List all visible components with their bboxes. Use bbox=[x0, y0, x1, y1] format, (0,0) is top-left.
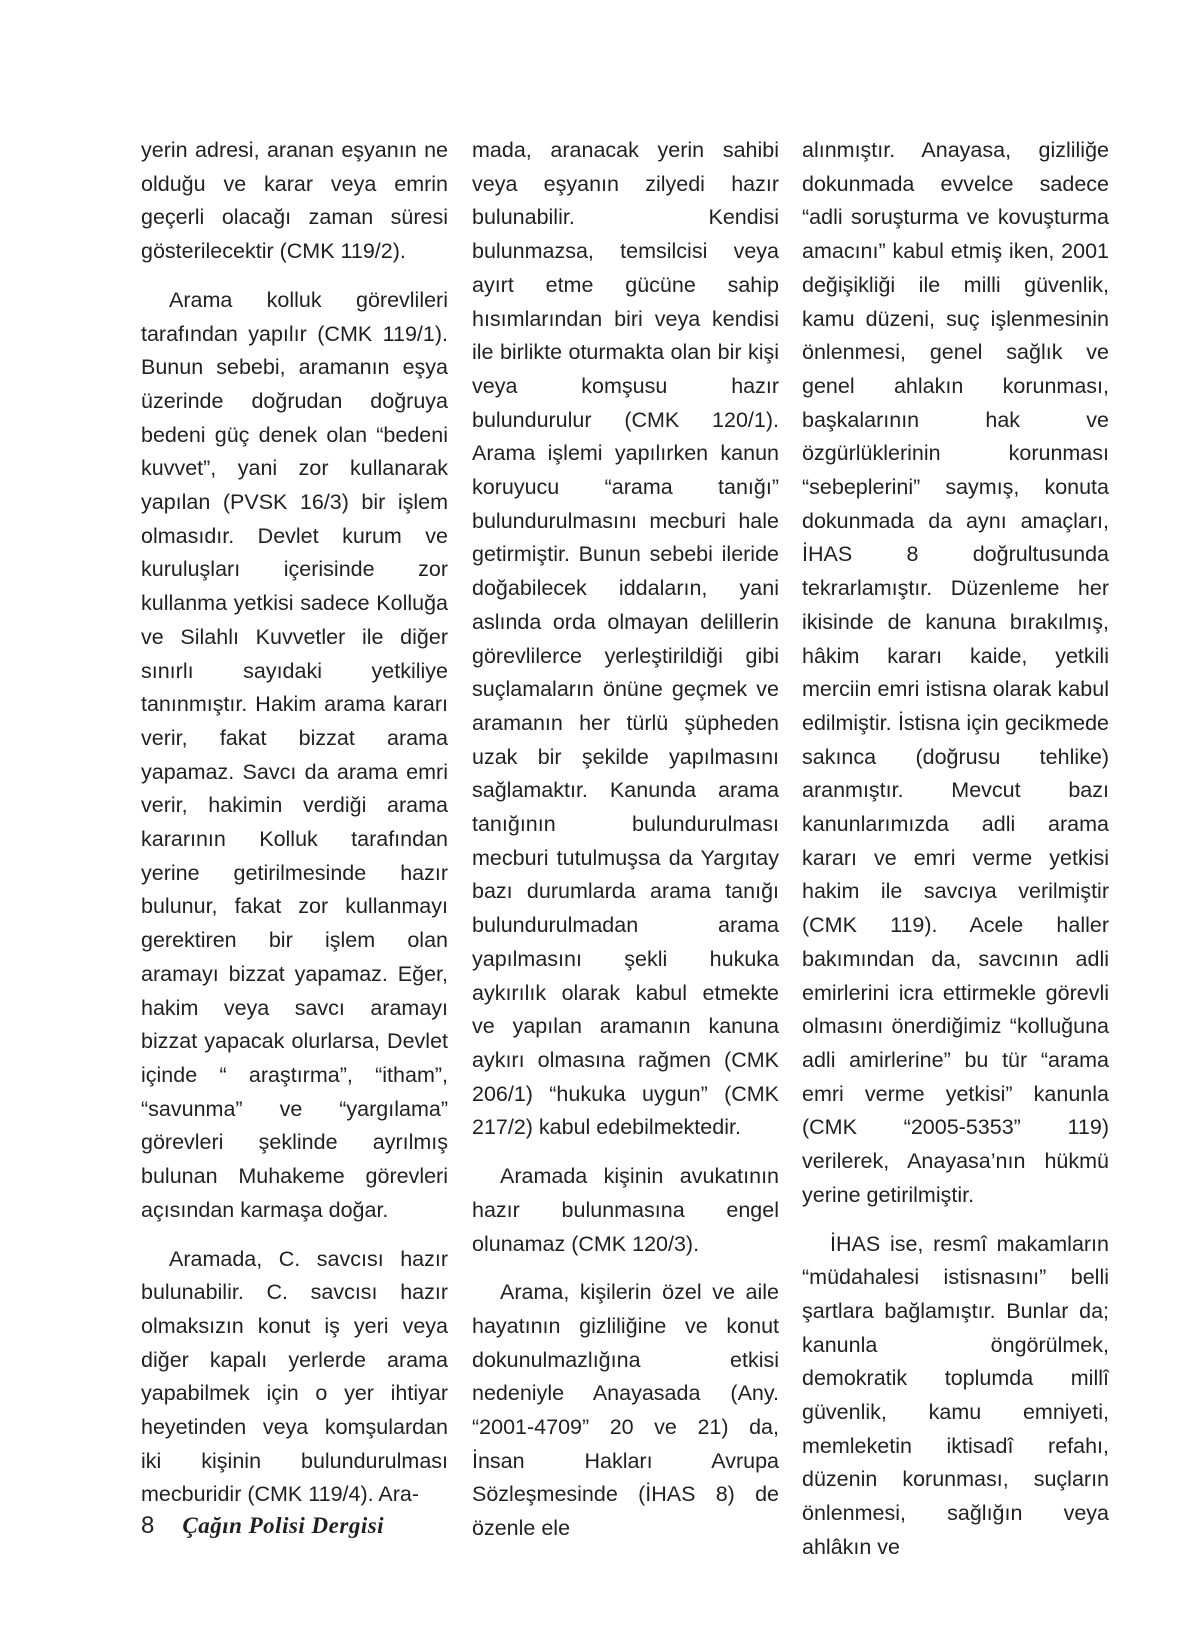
paragraph: Aramada kişinin avukatının hazır bulunmasına engel olunamaz (CMK 120/3). bbox=[472, 1164, 779, 1256]
paragraph: yerin adresi, aranan eşyanın ne olduğu ve karar veya emrin geçerli olacağı zaman süresi gösterilecektir (CMK 119/2). bbox=[141, 138, 448, 264]
text-column-1 bbox=[141, 134, 448, 1512]
paragraph: İHAS ise, resmî makamların “müdahalesi istisnasını” belli şartlara bağlamıştır. Bunlar da; kanunla öngörülmek, demokratik toplumda millî güvenlik, kamu emniyeti, memleketin iktisadî refahı, düzenin korunması, suçların önlenmesi, sağlığın veya ahlâkın ve bbox=[802, 1231, 1109, 1559]
paragraph: Arama, kişilerin özel ve aile hayatının gizliliğine ve konut dokunulmazlığına etkisi nedeniyle Anayasada (Any. “2001-4709” 20 ve 21) da, İnsan Hakları Avrupa Sözleşmesinde (İHAS 8) de özenle ele bbox=[472, 1280, 779, 1541]
paragraph: Aramada, C. savcısı hazır bulunabilir. C. savcısı hazır olmaksızın konut iş yeri veya diğer kapalı yerlerde arama yapabilmek için o yer ihtiyar heyetinden veya komşulardan iki kişinin bulundurulması mecburidir (CMK 119/4). Ara- bbox=[141, 1246, 448, 1507]
text-column-2 bbox=[472, 134, 779, 1546]
paragraph: Arama kolluk görevlileri tarafından yapılır (CMK 119/1). Bunun sebebi, aramanın eşya üzerinde doğrudan doğruya bedeni güç denek olan “bedeni kuvvet”, yani zor kullanarak yapılan (PVSK 16/3) bir işlem olmasıdır. Devlet kurum ve kuruluşları içerisinde zor kullanma yetkisi sadece Kolluğa ve Silahlı Kuvvetler ile diğer sınırlı sayıdaki yetkiliye tanınmıştır. Hakim arama kararı verir, fakat bizzat arama yapamaz. Savcı da arama emri verir, hakimin verdiği arama kararının Kolluk tarafından yerine getirilmesinde hazır bulunur, fakat zor kullanmayı gerektiren bir işlem olan aramayı bizzat yapamaz. Eğer, hakim veya savcı aramayı bizzat yapacak olurlarsa, Devlet içinde “ araştırma”, “itham”, “savunma” ve “yargılama” görevleri şeklinde ayrılmış bulunan Muhakeme görevleri açısından karmaşa doğar. bbox=[141, 287, 448, 1222]
paragraph: alınmıştır. Anayasa, gizliliğe dokunmada evvelce sadece “adli soruşturma ve kovuşturma amacını” kabul etmiş iken, 2001 değişikliği ile milli güvenlik, kamu düzeni, suç işlenmesinin önlenmesi, genel sağlık ve genel ahlakın korunması, başkalarının hak ve özgürlüklerinin korunması “sebeplerini” saymış, konuta dokunmada da aynı amaçları, İHAS 8 doğrultusunda tekrarlamıştır. Düzenleme her ikisinde de kanuna bırakılmış, hâkim kararı kaide, yetkili merciin emri istisna olarak kabul edilmiştir. İstisna için gecikmede sakınca (doğrusu tehlike) aranmıştır. Mevcut bazı kanunlarımızda adli arama kararı ve emri verme yetkisi hakim ile savcıya verilmiştir (CMK 119). Acele haller bakımından da, savcının adli emirlerini icra ettirmekle görevli olmasını önerdiğimiz “kolluğuna adli amirlerine” bu tür “arama emri verme yetkisi” kanunla (CMK “2005-5353” 119) verilerek, Anayasa’nın hükmü yerine getirilmiştir. bbox=[802, 138, 1109, 1207]
journal-title: Çağın Polisi Dergisi bbox=[182, 1513, 385, 1538]
page-footer bbox=[141, 1512, 384, 1540]
paragraph: mada, aranacak yerin sahibi veya eşyanın zilyedi hazır bulunabilir. Kendisi bulunmazsa, temsilcisi veya ayırt etme gücüne sahip hısımlarından biri veya kendisi ile birlikte oturmakta olan bir kişi veya komşusu hazır bulundurulur (CMK 120/1). Arama işlemi yapılırken kanun koruyucu “arama tanığı” bulundurulmasını mecburi hale getirmiştir. Bunun sebebi ileride doğabilecek iddaların, yani aslında orda olmayan delillerin görevlilerce yerleştirildiği gibi suçlamaların önüne geçmek ve aramanın her türlü şüpheden uzak bir şekilde yapılmasını sağlamaktır. Kanunda arama tanığının bulundurulması mecburi tutulmuşsa da Yargıtay bazı durumlarda arama tanığı bulundurulmadan arama yapılmasını şekli hukuka aykırılık olarak kabul etmekte ve yapılan aramanın kanuna aykırı olmasına rağmen (CMK 206/1) “hukuka uygun” (CMK 217/2) kabul edebilmektedir. bbox=[472, 138, 779, 1140]
text-column-3 bbox=[802, 134, 1109, 1565]
page-number: 8 bbox=[141, 1512, 155, 1539]
